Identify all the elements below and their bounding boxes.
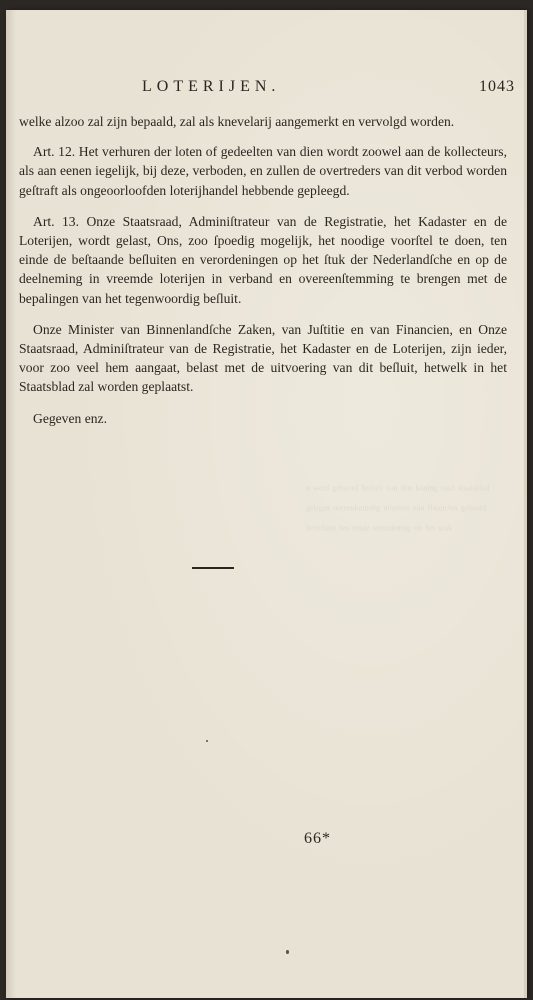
paragraph-article-13: Art. 13. Onze Staatsraad, Adminiſtrateur van de Registratie, het Kadaster en de Loterijen, wordt gelast, Ons, zoo ſpoedig mogelijk, het noodige voorſtel te doen, ten einde de beſtaande beſluiten en verordeningen op het ſtuk der Nederlandſche en op de deelneming in vreemde loterijen in verband en overeenſtemming te brengen met de bepalingen van het tegenwoordig beſluit. bbox=[19, 213, 507, 306]
paper-speck bbox=[286, 950, 289, 954]
running-head bbox=[30, 78, 515, 102]
paragraph-article-12: Art. 12. Het verhuren der loten of gedeelten van dien wordt zoowel aan de kollecteurs, als aan eenen iegelijk, bij deze, verboden, en zullen de overtreders van dit verbod worden geſtraft als ongeoorloofden loterijhandel hebbende gepleegd. bbox=[19, 144, 507, 198]
body-text bbox=[19, 112, 507, 440]
section-rule bbox=[192, 567, 234, 569]
bleed-through-text: ⁿ ʷᵉʳᵈ ᵍᵉʰᵒᵒʳᵈ ᵇᵉˢˡᵘⁱᵗ ᵛᵃⁿ ᵈᵉⁿ ᵏᵒⁿⁱⁿᵍ ʳᵃᵃᵈ ˢᵗᵃᵃᵗˢᵇˡᵃᵈ ᵍᵉˡᵉᵍᵉⁿ ᵒᵒʳᵉᵉⁿᵏᵒᵐˢᵗⁱᵍ ᵐⁱⁿⁱˢᵗᵉʳ ᵛᵃⁿ ᶠⁱⁿᵃⁿᶜⁱᵉⁿ ᵍᵉʰᵒᵒʳᵈ ᵇᵉʳⁱᶜʰᵗᵉⁿ ᵗᵉⁿ ᵉⁱⁿᵈᵉ ᵛᵉʳᵒʳᵈᵉⁿⁱⁿᵍ ᵒᵖ ʰᵉᵗ ˢᵗᵘᵏ bbox=[306, 482, 490, 537]
running-head-title: LOTERIJEN. bbox=[142, 78, 281, 95]
paper-speck bbox=[206, 740, 208, 742]
page-number: 1043 bbox=[479, 78, 515, 95]
paragraph-closing: Gegeven enz. bbox=[33, 410, 107, 426]
page-edge bbox=[524, 10, 527, 998]
signature-mark: 66* bbox=[304, 830, 331, 847]
paragraph-ministers: Onze Minister van Binnenlandſche Zaken, van Juſtitie en van Financien, en Onze Staatsraad, Adminiſtrateur van de Registratie, het Kadaster en de Loterijen, zijn ieder, voor zoo veel hem aangaat, belast met de uitvoering van dit beſluit, hetwelk in het Staatsblad zal worden geplaatst. bbox=[19, 321, 507, 395]
paragraph-continuation: welke alzoo zal zijn bepaald, zal als knevelarij aangemerkt en vervolgd worden. bbox=[19, 114, 455, 129]
